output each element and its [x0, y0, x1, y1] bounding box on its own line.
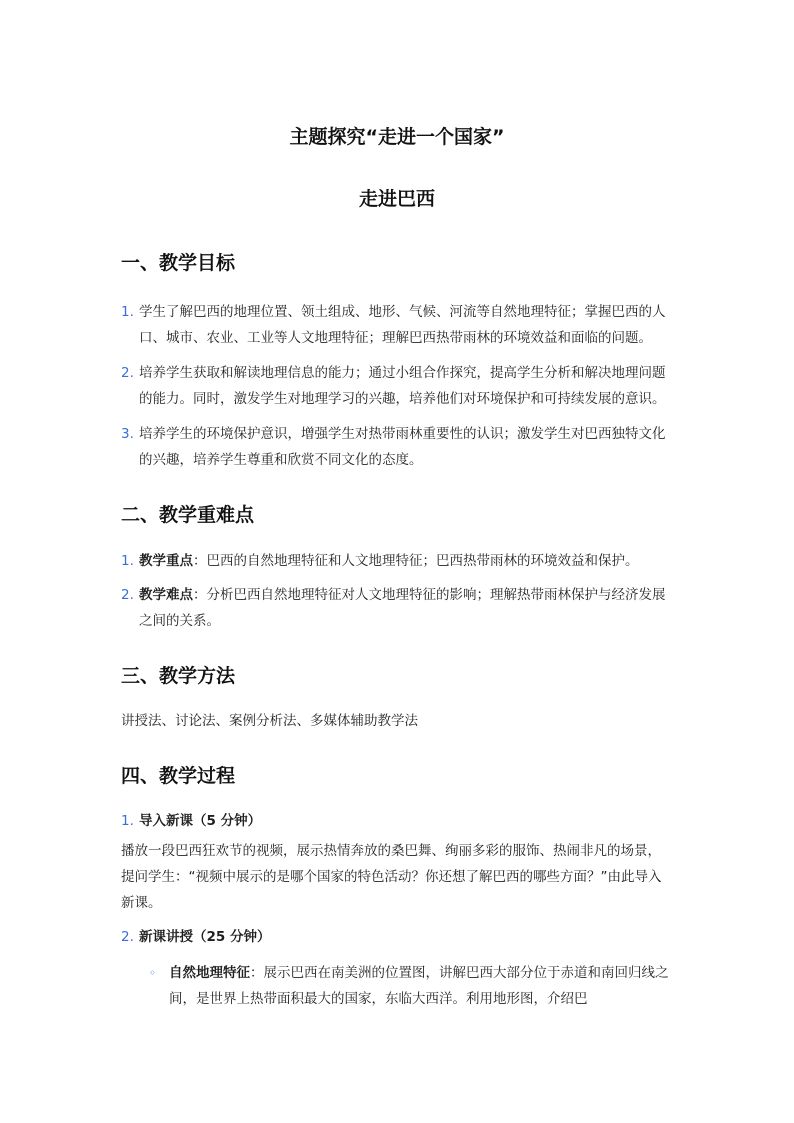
goals-list	[121, 299, 673, 473]
process-step-title: 导入新课（5 分钟）	[139, 813, 262, 829]
section-heading-methods: 三、教学方法	[121, 665, 236, 687]
section-heading-keys: 二、教学重难点	[121, 504, 255, 526]
bullet-marker: ◦	[149, 966, 157, 980]
list-number: 3.	[121, 426, 134, 442]
list-item	[121, 299, 673, 351]
list-number: 2.	[121, 929, 134, 945]
list-item	[121, 360, 673, 412]
methods-text: 讲授法、讨论法、案例分析法、多媒体辅助教学法	[121, 713, 418, 729]
process-step-intro-text: 播放一段巴西狂欢节的视频，展示热情奔放的桑巴舞、绚丽多彩的服饰、热闹非凡的场景，提问学生：“视频中展示的是哪个国家的特色活动？你还想了解巴西的哪些方面？”由此导入新课。	[121, 843, 662, 911]
list-number: 2.	[121, 587, 134, 603]
list-number: 1.	[121, 813, 134, 829]
list-item-text: 培养学生获取和解读地理信息的能力；通过小组合作探究，提高学生分析和解决地理问题的能力。同时，激发学生对地理学习的兴趣，培养他们对环境保护和可持续发展的意识。	[139, 365, 666, 407]
bullet-label: 自然地理特征	[169, 965, 250, 981]
keys-list	[121, 548, 673, 634]
list-item-text: 学生了解巴西的地理位置、领土组成、地形、气候、河流等自然地理特征；掌握巴西的人口、城市、农业、工业等人文地理特征；理解巴西热带雨林的环境效益和面临的问题。	[139, 304, 666, 346]
list-item	[121, 548, 673, 574]
list-number: 1.	[121, 553, 134, 569]
list-item-text: 培养学生的环境保护意识，增强学生对热带雨林重要性的认识；激发学生对巴西独特文化的兴趣，培养学生尊重和欣赏不同文化的态度。	[139, 426, 666, 468]
document-subtitle: 走进巴西	[358, 188, 435, 210]
bullet-item-natural	[149, 960, 673, 1012]
process-step-intro	[121, 808, 673, 834]
list-number: 1.	[121, 304, 134, 320]
list-item	[121, 421, 673, 473]
list-item-text: ：分析巴西自然地理特征对人文地理特征的影响；理解热带雨林保护与经济发展之间的关系。	[139, 587, 666, 629]
list-number: 2.	[121, 365, 134, 381]
section-heading-goals: 一、教学目标	[121, 252, 236, 274]
process-step-lecture	[121, 924, 673, 950]
section-heading-process: 四、教学过程	[121, 765, 236, 787]
list-item-label: 教学难点	[139, 587, 193, 603]
list-item-text: ：巴西的自然地理特征和人文地理特征；巴西热带雨林的环境效益和保护。	[193, 553, 639, 569]
bullet-text: ：展示巴西在南美洲的位置图，讲解巴西大部分位于赤道和南回归线之间，是世界上热带面积最大的国家，东临大西洋。利用地形图，介绍巴	[169, 965, 669, 1007]
document-title: 主题探究“走进一个国家”	[289, 126, 505, 148]
process-step-title: 新课讲授（25 分钟）	[139, 929, 271, 945]
list-item-label: 教学重点	[139, 553, 193, 569]
list-item	[121, 582, 673, 634]
